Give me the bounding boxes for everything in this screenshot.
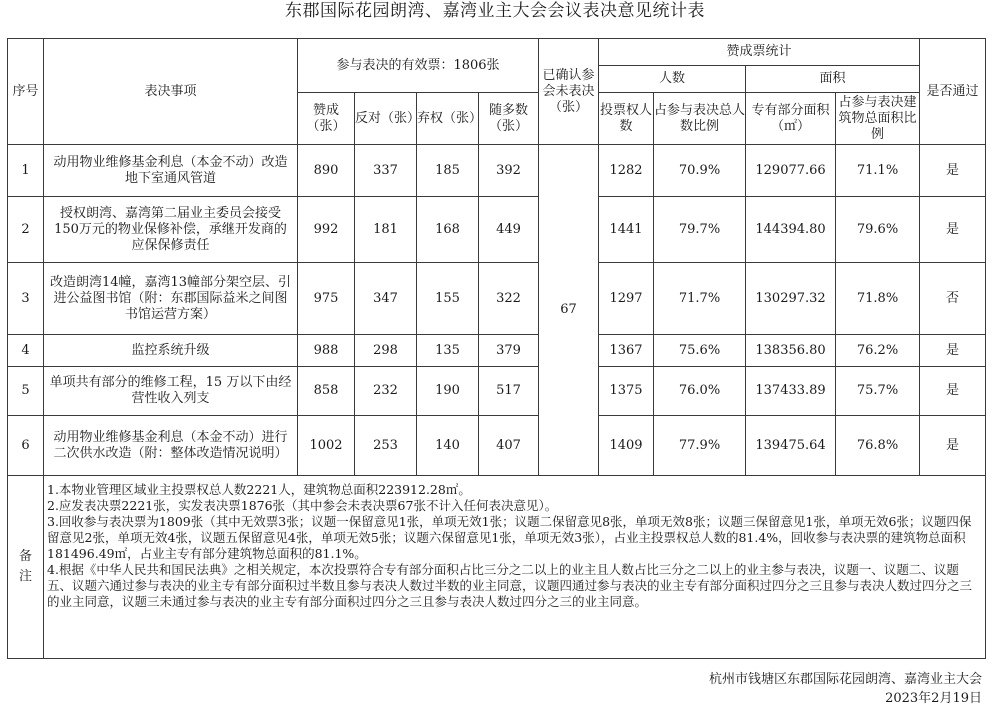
header-follow-majority: 随多数（张） xyxy=(479,93,539,145)
row-people-ratio: 71.7% xyxy=(654,263,746,335)
confirmed-absent-value: 67 xyxy=(539,145,599,476)
row-oppose: 232 xyxy=(355,367,417,416)
header-valid-votes: 参与表决的有效票：1806张 xyxy=(298,39,539,93)
row-vote-people: 1409 xyxy=(599,416,654,476)
row-item: 改造朗湾14幢，嘉湾13幢部分架空层、引进公益图书馆（附：东郡国际益米之间图书馆运营方案） xyxy=(44,263,298,335)
row-approve: 988 xyxy=(298,335,355,367)
footer-date: 2023年2月19日 xyxy=(885,691,982,706)
table-row xyxy=(8,263,986,335)
header-confirmed-absent: 已确认参会未表决（张） xyxy=(539,39,599,145)
row-follow-majority: 407 xyxy=(479,416,539,476)
row-vote-people: 1282 xyxy=(599,145,654,197)
row-abstain: 140 xyxy=(417,416,479,476)
row-approve: 992 xyxy=(298,197,355,263)
row-people-ratio: 70.9% xyxy=(654,145,746,197)
row-oppose: 347 xyxy=(355,263,417,335)
row-seq: 6 xyxy=(8,416,44,476)
row-seq: 1 xyxy=(8,145,44,197)
row-abstain: 190 xyxy=(417,367,479,416)
row-exclusive-area: 137433.89 xyxy=(746,367,836,416)
remarks-label xyxy=(8,476,44,659)
row-exclusive-area: 130297.32 xyxy=(746,263,836,335)
table-row xyxy=(8,145,986,197)
row-people-ratio: 77.9% xyxy=(654,416,746,476)
remark-item: 1.本物业管理区域业主投票权总人数2221人，建筑物总面积223912.28㎡。 xyxy=(47,482,471,497)
row-vote-people: 1367 xyxy=(599,335,654,367)
row-oppose: 253 xyxy=(355,416,417,476)
row-area-ratio: 76.2% xyxy=(836,335,920,367)
row-exclusive-area: 144394.80 xyxy=(746,197,836,263)
row-approve: 975 xyxy=(298,263,355,335)
row-item: 单项共有部分的维修工程，15 万以下由经营性收入列支 xyxy=(44,367,298,416)
row-seq: 2 xyxy=(8,197,44,263)
row-people-ratio: 75.6% xyxy=(654,335,746,367)
row-approve: 858 xyxy=(298,367,355,416)
row-item: 动用物业维修基金利息（本金不动）改造地下室通风管道 xyxy=(44,145,298,197)
row-vote-people: 1297 xyxy=(599,263,654,335)
table-row xyxy=(8,367,986,416)
row-follow-majority: 322 xyxy=(479,263,539,335)
row-passed: 是 xyxy=(920,335,986,367)
row-passed: 是 xyxy=(920,197,986,263)
row-item: 动用物业维修基金利息（本金不动）进行二次供水改造（附：整体改造情况说明） xyxy=(44,416,298,476)
row-seq: 3 xyxy=(8,263,44,335)
row-oppose: 337 xyxy=(355,145,417,197)
vote-statistics-table xyxy=(7,38,986,659)
row-abstain: 155 xyxy=(417,263,479,335)
header-area-ratio: 占参与表决建筑物总面积比例 xyxy=(836,93,920,145)
row-approve: 1002 xyxy=(298,416,355,476)
header-people: 人数 xyxy=(599,66,746,93)
header-passed: 是否通过 xyxy=(920,39,986,145)
row-item: 监控系统升级 xyxy=(44,335,298,367)
row-passed: 是 xyxy=(920,145,986,197)
row-abstain: 135 xyxy=(417,335,479,367)
header-oppose: 反对（张） xyxy=(355,93,417,145)
row-follow-majority: 379 xyxy=(479,335,539,367)
header-vote-people: 投票权人数 xyxy=(599,93,654,145)
row-area-ratio: 71.1% xyxy=(836,145,920,197)
row-area-ratio: 79.6% xyxy=(836,197,920,263)
row-seq: 5 xyxy=(8,367,44,416)
row-follow-majority: 449 xyxy=(479,197,539,263)
row-people-ratio: 79.7% xyxy=(654,197,746,263)
remarks-label-text: 备注 xyxy=(18,549,32,584)
row-vote-people: 1375 xyxy=(599,367,654,416)
header-seq: 序号 xyxy=(8,39,44,145)
row-passed: 否 xyxy=(920,263,986,335)
row-item: 授权朗湾、嘉湾第二届业主委员会接受150万元的物业保修补偿，承继开发商的应保保修责任 xyxy=(44,197,298,263)
row-exclusive-area: 138356.80 xyxy=(746,335,836,367)
row-oppose: 181 xyxy=(355,197,417,263)
header-area: 面积 xyxy=(746,66,920,93)
page-title: 东郡国际花园朗湾、嘉湾业主大会会议表决意见统计表 xyxy=(285,1,705,21)
row-people-ratio: 76.0% xyxy=(654,367,746,416)
row-passed: 是 xyxy=(920,367,986,416)
header-support-stats: 赞成票统计 xyxy=(599,39,920,66)
table-row xyxy=(8,197,986,263)
header-people-ratio: 占参与表决总人数比例 xyxy=(654,93,746,145)
table-row xyxy=(8,416,986,476)
row-approve: 890 xyxy=(298,145,355,197)
row-follow-majority: 517 xyxy=(479,367,539,416)
row-seq: 4 xyxy=(8,335,44,367)
row-oppose: 298 xyxy=(355,335,417,367)
row-area-ratio: 71.8% xyxy=(836,263,920,335)
footer-organization: 杭州市钱塘区东郡国际花园朗湾、嘉湾业主大会 xyxy=(708,672,982,687)
row-area-ratio: 75.7% xyxy=(836,367,920,416)
header-item: 表决事项 xyxy=(44,39,298,145)
row-vote-people: 1441 xyxy=(599,197,654,263)
table-row xyxy=(8,335,986,367)
header-abstain: 弃权（张） xyxy=(417,93,479,145)
header-approve: 赞成（张） xyxy=(298,93,355,145)
row-passed: 是 xyxy=(920,416,986,476)
row-area-ratio: 76.8% xyxy=(836,416,920,476)
remark-item: 2.应发表决票2221张，实发表决票1876张（其中参会未表决票67张不计入任何表决意见）。 xyxy=(47,498,558,513)
row-abstain: 168 xyxy=(417,197,479,263)
row-exclusive-area: 129077.66 xyxy=(746,145,836,197)
row-follow-majority: 392 xyxy=(479,145,539,197)
row-abstain: 185 xyxy=(417,145,479,197)
remark-item: 3.回收参与表决票为1809张（其中无效票3张；议题一保留意见1张，单项无效1张；议题二保留意见8张，单项无效8张；议题三保留意见1张，单项无效6张；议题四保留意见2张，单项无效4张，议题五保留意见4张，单项无效5张；议题六保留意见1张，单项无效3张），占业主投票权总人数的81.4%，回收参与表决票的建筑物总面积181496.49㎡，占业主专有部分建筑物总面积的81.1%。 xyxy=(47,514,972,561)
remarks-content xyxy=(44,476,986,659)
remark-item: 4.根据《中华人民共和国民法典》之相关规定，本次投票符合专有部分面积占比三分之二以上的业主且人数占比三分之二以上的业主参与表决，议题一、议题二、议题五、议题六通过参与表决的业主专有部分面积过半数且参与表决人数过半数的业主同意，议题四通过参与表决的业主专有部分面积过四分之三且参与表决人数过四分之三的业主同意，议题三未通过参与表决的业主专有部分面积过四分之三且参与表决人数过四分之三的业主同意。 xyxy=(47,562,973,609)
header-exclusive-area: 专有部分面积（㎡） xyxy=(746,93,836,145)
row-exclusive-area: 139475.64 xyxy=(746,416,836,476)
